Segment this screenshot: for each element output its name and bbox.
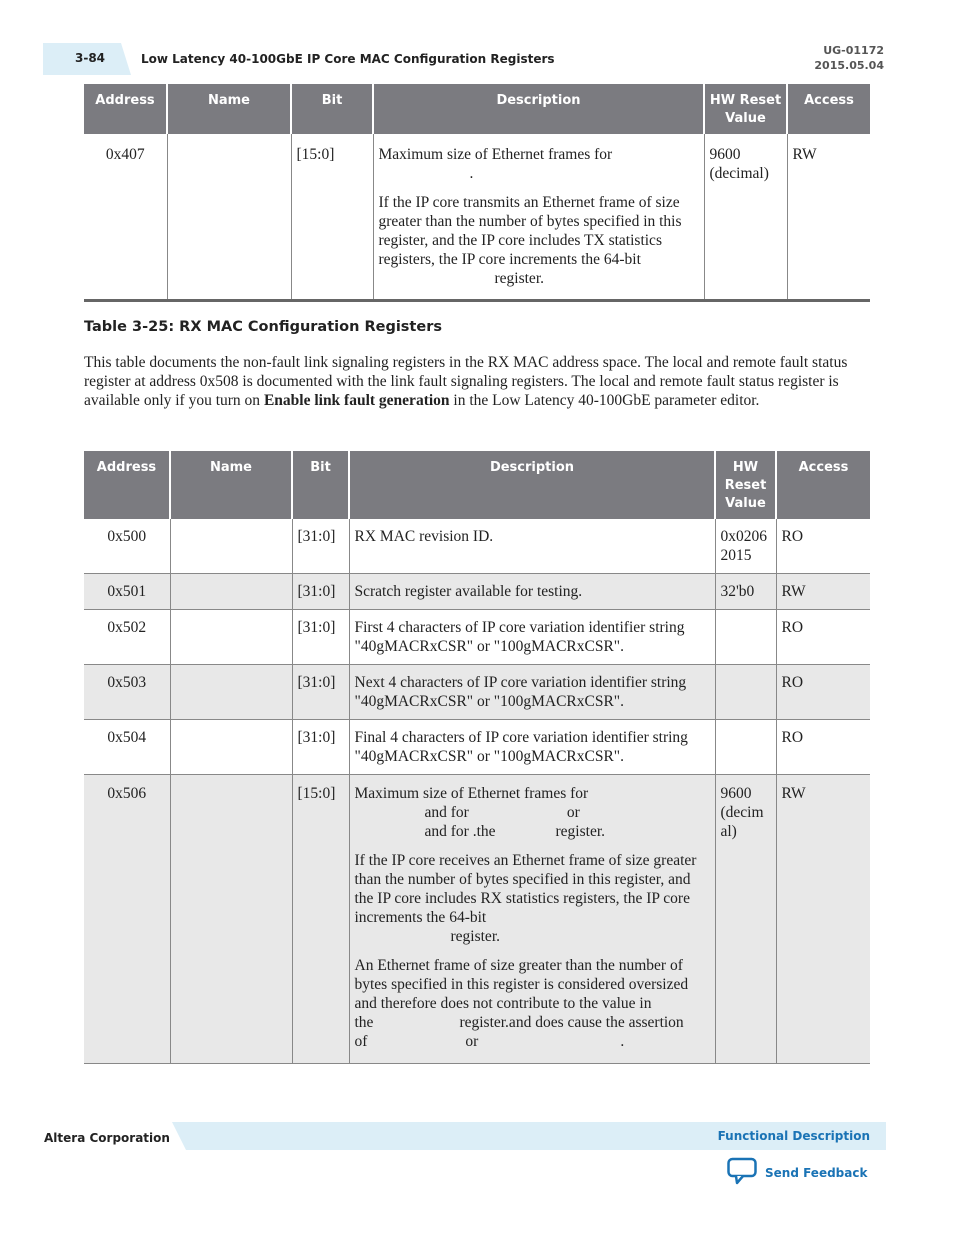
doc-id: UG-01172: [823, 44, 884, 57]
col-header-name: Name: [170, 451, 292, 519]
doc-date: 2015.05.04: [814, 59, 884, 72]
cell-name: [167, 134, 291, 301]
cell-reset: 0x0206 2015: [715, 519, 776, 574]
cell-access: RO: [776, 610, 870, 665]
cell-bit: [31:0]: [292, 720, 349, 775]
doc-info: [814, 43, 884, 73]
cell-reset: [715, 720, 776, 775]
cell-name: [170, 720, 292, 775]
tx-register-table: [84, 84, 870, 302]
cell-reset: 9600 (decim al): [715, 775, 776, 1064]
cell-address: 0x503: [84, 665, 170, 720]
cell-reset: [715, 610, 776, 665]
page-number: 3-84: [75, 51, 106, 65]
cell-description: Next 4 characters of IP core variation identifier string "40gMACRxCSR" or "100gMACRxCSR".: [349, 665, 715, 720]
cell-address: 0x504: [84, 720, 170, 775]
cell-name: [170, 665, 292, 720]
col-header-description: Description: [349, 451, 715, 519]
cell-access: RO: [776, 665, 870, 720]
col-header-address: Address: [84, 451, 170, 519]
col-header-bit: Bit: [292, 451, 349, 519]
cell-access: RO: [776, 519, 870, 574]
cell-description: Scratch register available for testing.: [349, 574, 715, 610]
cell-description: Maximum size of Ethernet frames for . If the IP core transmits an Ethernet frame of size greater than the number of bytes specified in this register, and the IP core includes TX statistics registers, the IP core increments the 64-bit register.: [373, 134, 704, 301]
cell-description: Maximum size of Ethernet frames for and for or and for .the register. If the IP core receives an Ethernet frame of size greater than the number of bytes specified in this register, and the IP core includes RX statistics registers, the IP core increments the 64-bit register. An Ethernet frame of size greater than the number of bytes specified in this register is considered oversized and therefore does not contribute to the value in the register.and does cause the assertion of or .: [349, 775, 715, 1064]
cell-name: [170, 610, 292, 665]
cell-bit: [15:0]: [292, 775, 349, 1064]
cell-access: RW: [776, 775, 870, 1064]
cell-access: RW: [787, 134, 870, 301]
cell-reset: 9600 (decimal): [704, 134, 787, 301]
table-row: [84, 665, 870, 720]
feedback-icon: [727, 1157, 757, 1189]
col-header-access: Access: [776, 451, 870, 519]
table-header-row: [84, 451, 870, 519]
company-name: Altera Corporation: [44, 1131, 170, 1145]
cell-access: RO: [776, 720, 870, 775]
cell-description: First 4 characters of IP core variation identifier string "40gMACRxCSR" or "100gMACRxCSR".: [349, 610, 715, 665]
table-header-row: [84, 84, 870, 134]
table-row: [84, 574, 870, 610]
cell-address: 0x501: [84, 574, 170, 610]
col-header-description: Description: [373, 84, 704, 134]
cell-reset: 32'b0: [715, 574, 776, 610]
col-header-reset: HW Reset Value: [704, 84, 787, 134]
cell-description: Final 4 characters of IP core variation identifier string "40gMACRxCSR" or "100gMACRxCSR".: [349, 720, 715, 775]
send-feedback-label: Send Feedback: [765, 1166, 868, 1180]
rx-register-table: [84, 451, 870, 1064]
cell-bit: [31:0]: [292, 519, 349, 574]
cell-bit: [15:0]: [291, 134, 373, 301]
cell-bit: [31:0]: [292, 610, 349, 665]
table-row: [84, 720, 870, 775]
col-header-reset: HW Reset Value: [715, 451, 776, 519]
table-caption: Table 3-25: RX MAC Configuration Registers: [84, 319, 442, 335]
table-row: [84, 610, 870, 665]
cell-address: 0x506: [84, 775, 170, 1064]
cell-address: 0x407: [105, 146, 145, 163]
cell-description: RX MAC revision ID.: [349, 519, 715, 574]
cell-reset: [715, 665, 776, 720]
cell-access: RW: [776, 574, 870, 610]
cell-name: [170, 775, 292, 1064]
cell-bit: [31:0]: [292, 574, 349, 610]
cell-address: 0x502: [84, 610, 170, 665]
table-row: [84, 519, 870, 574]
col-header-address: Address: [84, 84, 167, 134]
page-title: Low Latency 40-100GbE IP Core MAC Configuration Registers: [141, 52, 555, 66]
cell-bit: [31:0]: [292, 665, 349, 720]
cell-name: [170, 519, 292, 574]
intro-paragraph: This table documents the non-fault link signaling registers in the RX MAC address space. The local and remote fault status register at address 0x508 is documented with the link fault signaling registers. The local and remote fault status register is available only if you turn on Enable link fault generation in the Low Latency 40-100GbE parameter editor.: [84, 354, 848, 409]
cell-address: 0x500: [84, 519, 170, 574]
table-row: [84, 775, 870, 1064]
col-header-name: Name: [167, 84, 291, 134]
col-header-access: Access: [787, 84, 870, 134]
col-header-bit: Bit: [291, 84, 373, 134]
table-row: [84, 134, 870, 301]
cell-name: [170, 574, 292, 610]
send-feedback-link[interactable]: [727, 1158, 867, 1188]
section-link[interactable]: Functional Description: [717, 1129, 870, 1143]
